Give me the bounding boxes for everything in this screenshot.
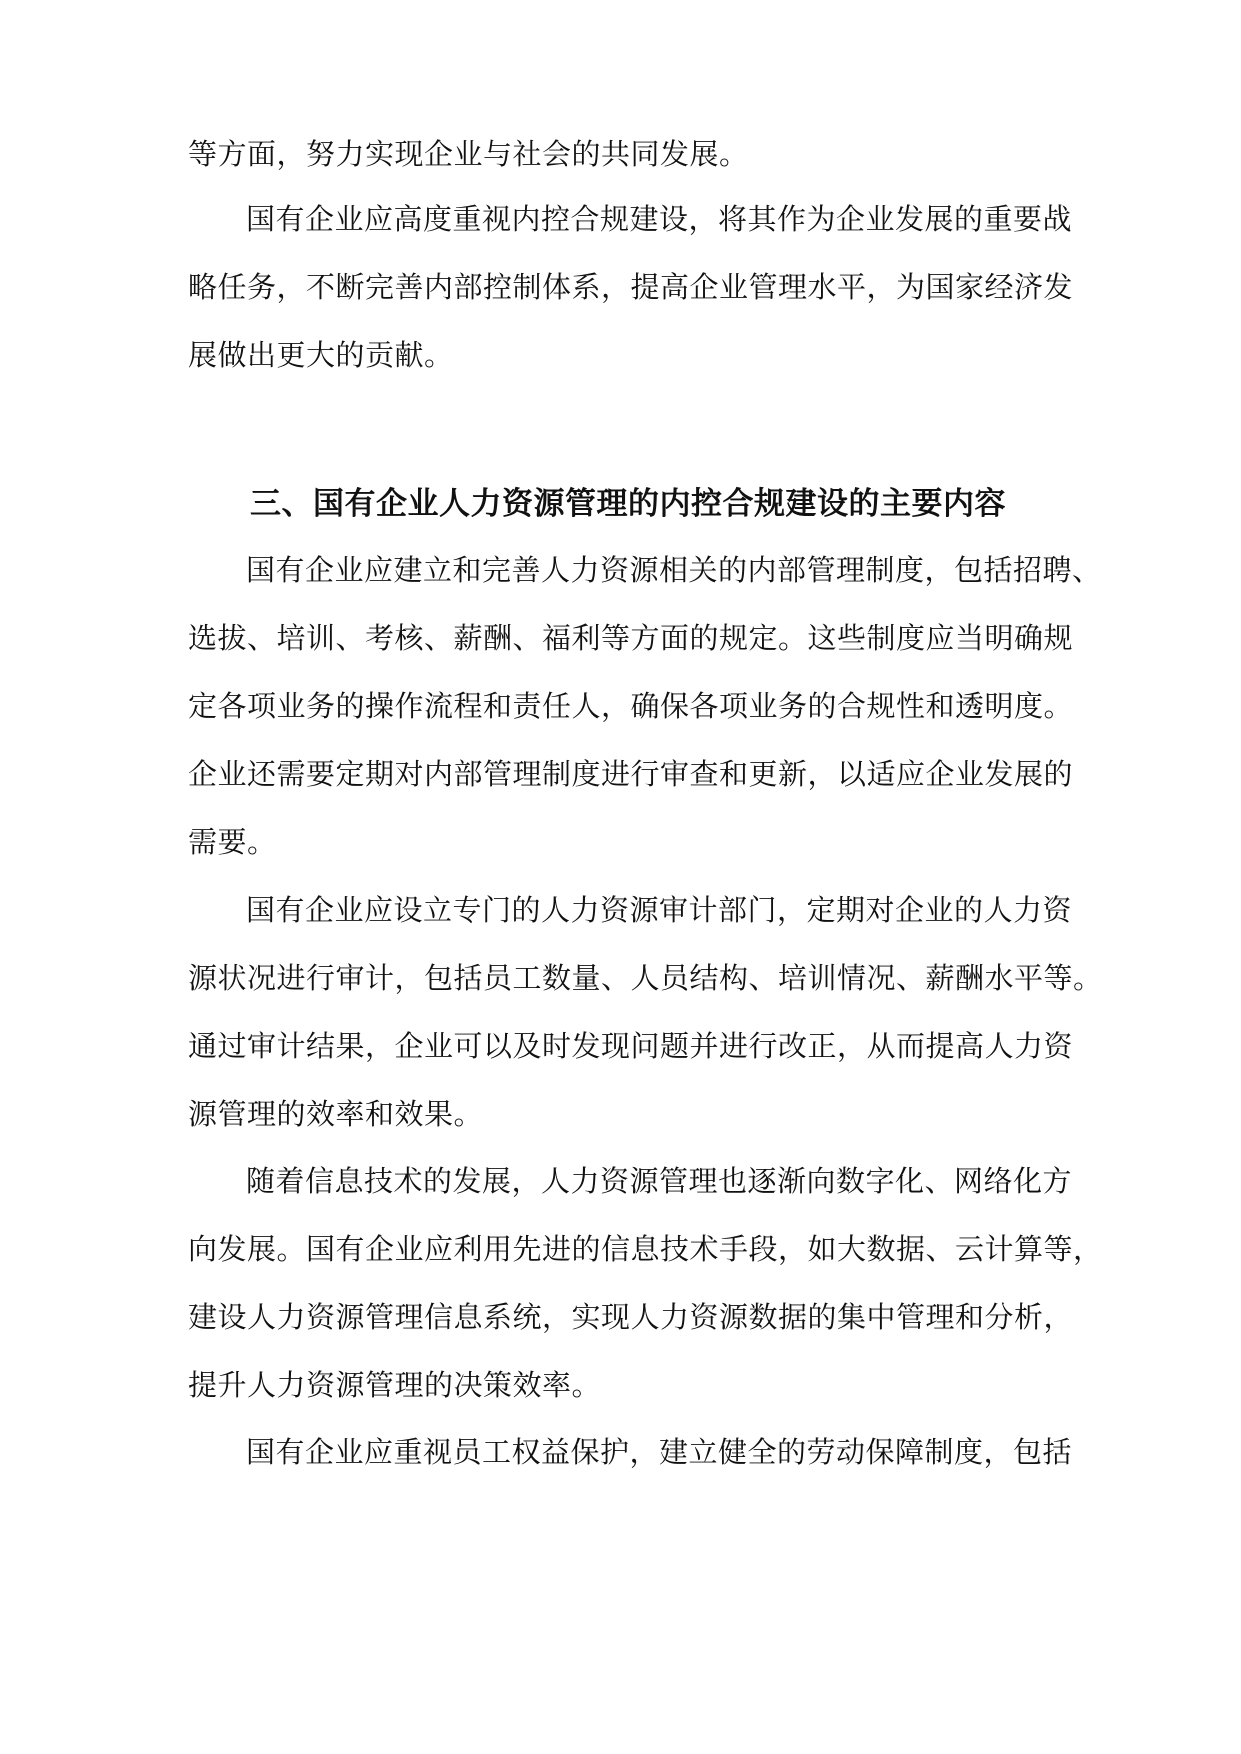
paragraph-line: 通过审计结果，企业可以及时发现问题并进行改正，从而提高人力资	[188, 1029, 1074, 1063]
paragraph-line: 国有企业应建立和完善人力资源相关的内部管理制度，包括招聘、	[246, 553, 1102, 587]
paragraph-line: 国有企业应重视员工权益保护，建立健全的劳动保障制度，包括	[246, 1435, 1073, 1469]
paragraph-line: 国有企业应高度重视内控合规建设，将其作为企业发展的重要战	[246, 202, 1073, 236]
paragraph-line: 国有企业应设立专门的人力资源审计部门，定期对企业的人力资	[246, 893, 1073, 927]
paragraph-line: 企业还需要定期对内部管理制度进行审查和更新，以适应企业发展的	[188, 757, 1074, 791]
section-heading: 三、国有企业人力资源管理的内控合规建设的主要内容	[250, 486, 1006, 522]
paragraph-line: 需要。	[188, 825, 277, 859]
paragraph-line: 提升人力资源管理的决策效率。	[188, 1368, 602, 1402]
paragraph-line: 建设人力资源管理信息系统，实现人力资源数据的集中管理和分析，	[188, 1300, 1074, 1334]
paragraph-line: 随着信息技术的发展，人力资源管理也逐渐向数字化、网络化方	[246, 1164, 1073, 1198]
paragraph-line: 源状况进行审计，包括员工数量、人员结构、培训情况、薪酬水平等。	[188, 961, 1103, 995]
paragraph-line: 向发展。国有企业应利用先进的信息技术手段，如大数据、云计算等，	[188, 1232, 1103, 1266]
paragraph-line: 等方面，努力实现企业与社会的共同发展。	[188, 137, 749, 171]
paragraph-line: 源管理的效率和效果。	[188, 1097, 484, 1131]
paragraph-line: 选拔、培训、考核、薪酬、福利等方面的规定。这些制度应当明确规	[188, 621, 1074, 655]
paragraph-line: 展做出更大的贡献。	[188, 338, 454, 372]
paragraph-line: 定各项业务的操作流程和责任人，确保各项业务的合规性和透明度。	[188, 689, 1074, 723]
paragraph-line: 略任务，不断完善内部控制体系，提高企业管理水平，为国家经济发	[188, 270, 1074, 304]
